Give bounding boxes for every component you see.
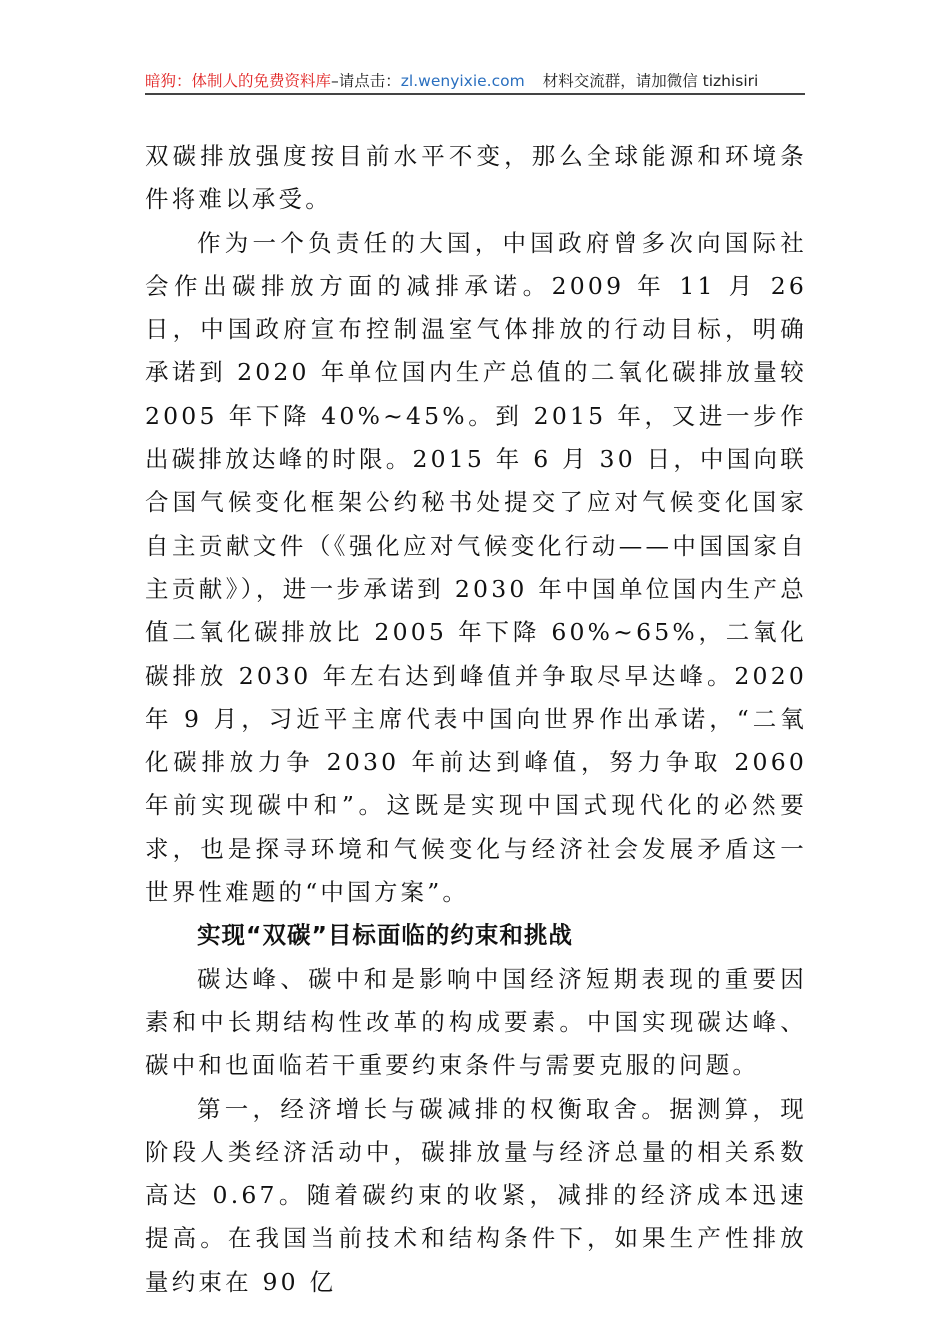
promo-text: 暗狗：体制人的免费资料库 bbox=[145, 71, 332, 90]
click-prompt: –请点击： bbox=[331, 71, 401, 90]
section-heading: 实现“双碳”目标面临的约束和挑战 bbox=[197, 921, 573, 950]
wechat-note: 材料交流群，请加微信 tizhisiri bbox=[542, 71, 759, 90]
document-body bbox=[145, 135, 807, 1304]
site-link[interactable]: zl.wenyixie.com bbox=[400, 71, 525, 90]
paragraph-commitments: 作为一个负责任的大国，中国政府曾多次向国际社会作出碳排放方面的减排承诺。2009 年 11 月 26 日，中国政府宣布控制温室气体排放的行动目标，明确承诺到 2020 年单位国内生产总值的二氧化碳排放量较 2005 年下降 40%~45%。到 2015 年，又进一步作出碳排放达峰的时限。2015 年 6 月 30 日，中国向联合国气候变化框架公约秘书处提交了应对气候变化国家自主贡献文件（《强化应对气候变化行动——中国国家自主贡献》），进一步承诺到 2030 年中国单位国内生产总值二氧化碳排放比 2005 年下降 60%~65%，二氧化碳排放 2030 年左右达到峰值并争取尽早达峰。2020 年 9 月，习近平主席代表中国向世界作出承诺，“二氧化碳排放力争 2030 年前达到峰值，努力争取 2060 年前实现碳中和”。这既是实现中国式现代化的必然要求，也是探寻环境和气候变化与经济社会发展矛盾这一世界性难题的“中国方案”。 bbox=[145, 228, 807, 907]
paragraph-constraints-intro: 碳达峰、碳中和是影响中国经济短期表现的重要因素和中长期结构性改革的构成要素。中国实现碳达峰、碳中和也面临若干重要约束条件与需要克服的问题。 bbox=[145, 964, 807, 1080]
page-header bbox=[145, 68, 805, 95]
paragraph-continuation: 双碳排放强度按目前水平不变，那么全球能源和环境条件将难以承受。 bbox=[145, 142, 807, 214]
paragraph-first-point: 第一，经济增长与碳减排的权衡取舍。据测算，现阶段人类经济活动中，碳排放量与经济总量的相关系数高达 0.67。随着碳约束的收紧，减排的经济成本迅速提高。在我国当前技术和结构条件下，如果生产性排放量约束在 90 亿 bbox=[145, 1094, 807, 1296]
